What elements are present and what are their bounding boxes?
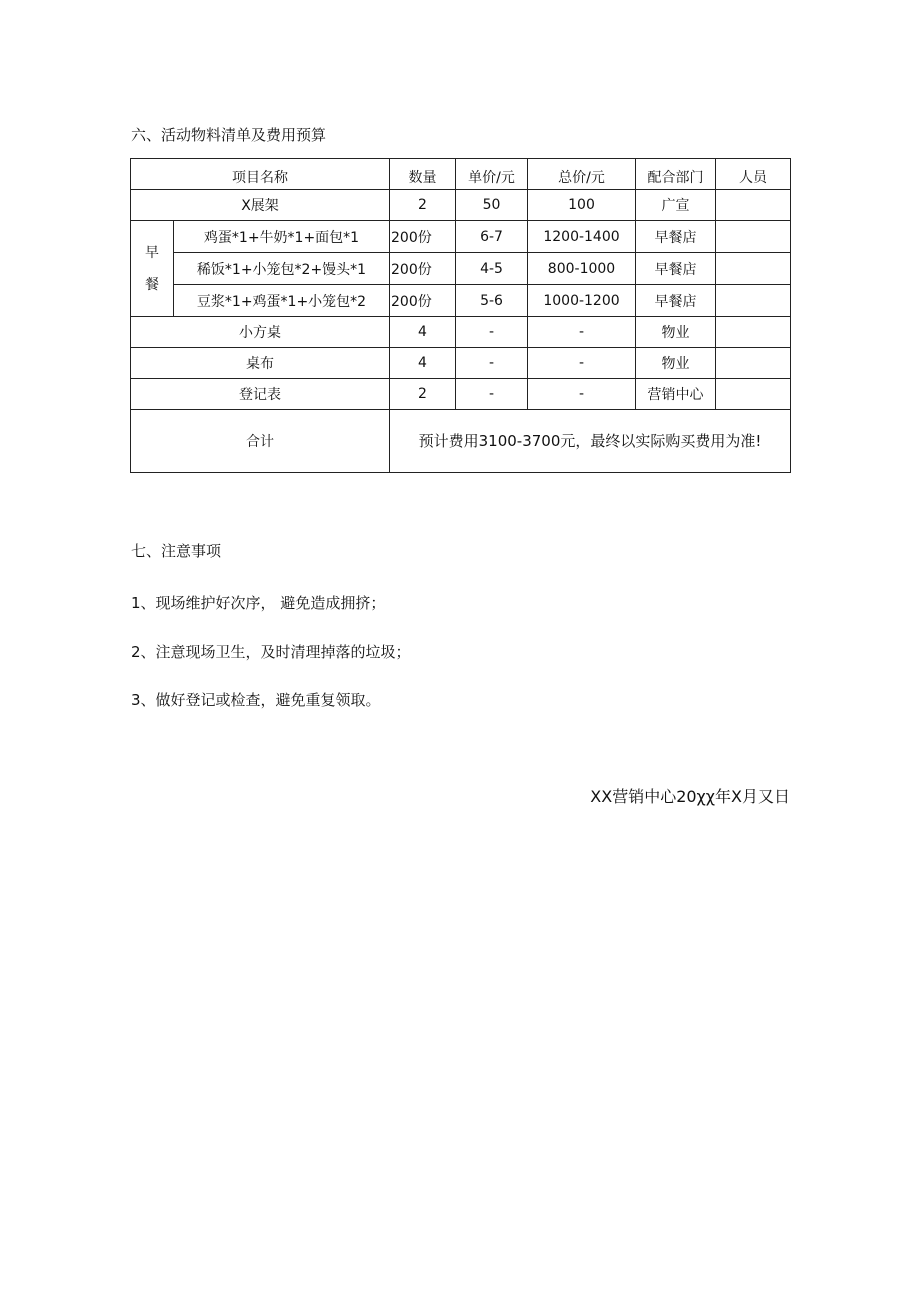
note-item: 2、注意现场卫生，及时清理掉落的垃圾；	[131, 643, 411, 661]
item-total-price: 800-1000	[528, 253, 636, 285]
item-personnel	[716, 348, 791, 379]
category-char: 餐	[145, 276, 159, 293]
item-personnel	[716, 317, 791, 348]
item-personnel	[716, 379, 791, 410]
item-personnel	[716, 221, 791, 253]
total-label: 合计	[131, 410, 390, 473]
item-name: 豆浆*1+鸡蛋*1+小笼包*2	[174, 285, 390, 317]
item-name: 桌布	[131, 348, 390, 379]
item-quantity: 4	[390, 317, 456, 348]
table-row	[131, 317, 791, 348]
table-row	[131, 379, 791, 410]
item-unit-price: 4-5	[456, 253, 528, 285]
item-quantity: 2	[390, 379, 456, 410]
item-unit-price: -	[456, 317, 528, 348]
total-row	[131, 410, 791, 473]
item-personnel	[716, 285, 791, 317]
item-quantity: 200份	[390, 285, 456, 317]
item-quantity: 4	[390, 348, 456, 379]
table-row	[131, 221, 791, 253]
category-char: 早	[145, 244, 159, 261]
item-unit-price: 5-6	[456, 285, 528, 317]
item-department: 早餐店	[636, 253, 716, 285]
item-name: 登记表	[131, 379, 390, 410]
section-6-title: 六、活动物料清单及费用预算	[131, 126, 327, 144]
item-total-price: -	[528, 348, 636, 379]
item-unit-price: -	[456, 348, 528, 379]
item-department: 广宣	[636, 190, 716, 221]
item-total-price: 100	[528, 190, 636, 221]
item-name: 鸡蛋*1+牛奶*1+面包*1	[174, 221, 390, 253]
item-name: X展架	[131, 190, 390, 221]
item-department: 营销中心	[636, 379, 716, 410]
table-header-row	[131, 159, 791, 190]
note-item: 1、现场维护好次序， 避免造成拥挤；	[131, 594, 386, 612]
signature-line: XX营销中心20χχ年X月又日	[590, 787, 790, 806]
table-row	[131, 285, 791, 317]
item-department: 早餐店	[636, 285, 716, 317]
item-personnel	[716, 253, 791, 285]
item-total-price: 1000-1200	[528, 285, 636, 317]
item-total-price: -	[528, 317, 636, 348]
item-total-price: -	[528, 379, 636, 410]
item-personnel	[716, 190, 791, 221]
total-estimate-text: 预计费用3100-3700元，最终以实际购买费用为准!	[390, 410, 791, 473]
item-name: 稀饭*1+小笼包*2+馒头*1	[174, 253, 390, 285]
budget-table	[130, 158, 791, 473]
item-department: 早餐店	[636, 221, 716, 253]
item-unit-price: 50	[456, 190, 528, 221]
item-quantity: 200份	[390, 253, 456, 285]
item-department: 物业	[636, 317, 716, 348]
header-unit-price: 单价/元	[456, 159, 528, 190]
item-name: 小方桌	[131, 317, 390, 348]
table-row	[131, 348, 791, 379]
header-department: 配合部门	[636, 159, 716, 190]
item-total-price: 1200-1400	[528, 221, 636, 253]
section-7-title: 七、注意事项	[131, 542, 222, 560]
breakfast-category	[131, 221, 174, 317]
note-item: 3、做好登记或检查，避免重复领取。	[131, 691, 381, 709]
table-row	[131, 190, 791, 221]
item-quantity: 2	[390, 190, 456, 221]
item-quantity: 200份	[390, 221, 456, 253]
header-quantity: 数量	[390, 159, 456, 190]
table-row	[131, 253, 791, 285]
item-department: 物业	[636, 348, 716, 379]
header-item-name: 项目名称	[131, 159, 390, 190]
header-personnel: 人员	[716, 159, 791, 190]
header-total-price: 总价/元	[528, 159, 636, 190]
item-unit-price: -	[456, 379, 528, 410]
item-unit-price: 6-7	[456, 221, 528, 253]
